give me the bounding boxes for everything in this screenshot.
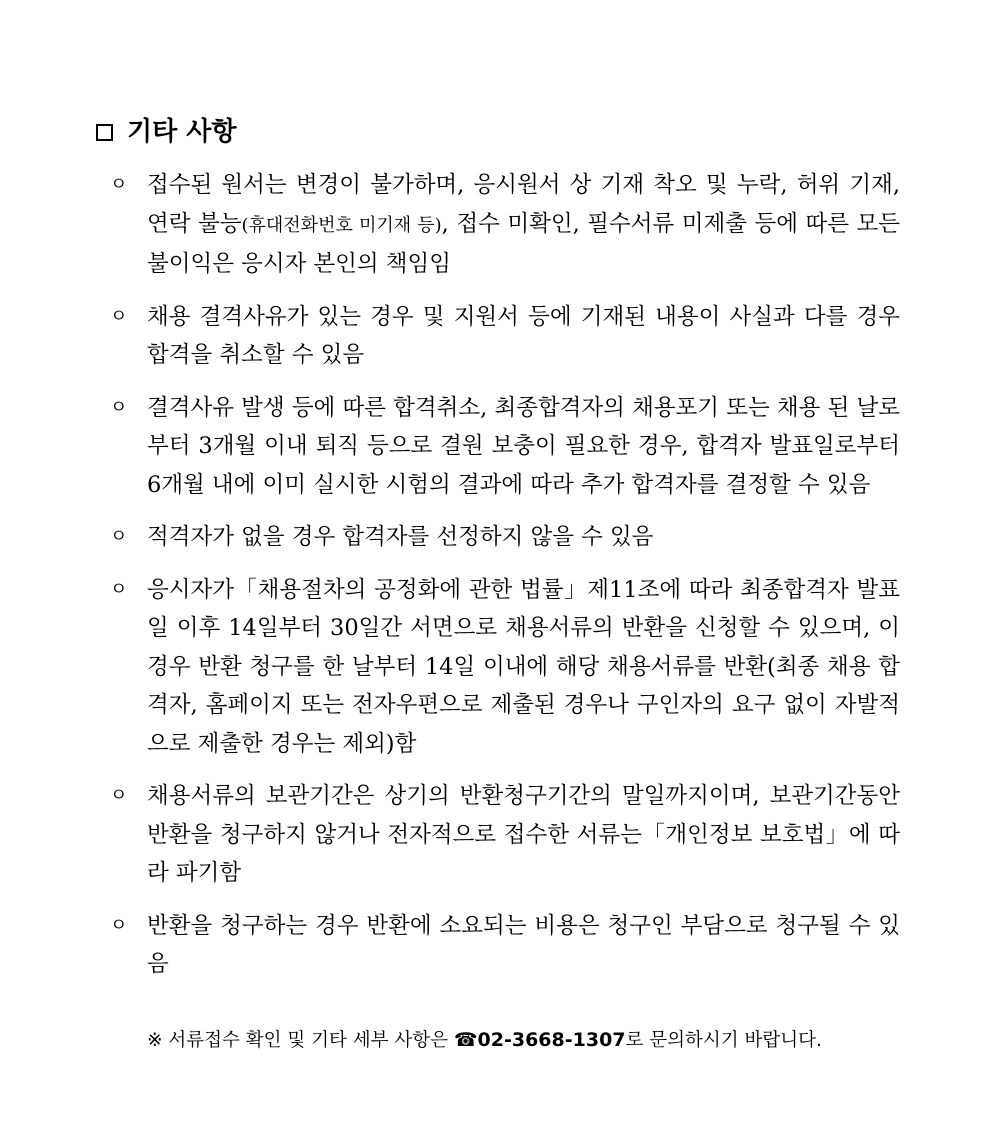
list-item bbox=[110, 907, 900, 984]
phone-number: ☎02-3668-1307 bbox=[453, 1029, 626, 1051]
note-prefix: ※ 서류접수 확인 및 기타 세부 사항은 bbox=[147, 1030, 454, 1051]
list-item bbox=[110, 777, 900, 893]
bullet-circle-icon: ㅇ bbox=[110, 914, 128, 936]
square-box-icon bbox=[96, 124, 113, 141]
list-item bbox=[110, 389, 900, 505]
contact-note bbox=[147, 1022, 897, 1059]
section-title bbox=[96, 112, 237, 152]
bullet-circle-icon: ㅇ bbox=[110, 785, 128, 806]
bullet-circle-icon: ㅇ bbox=[110, 578, 128, 600]
section-title-text: 기타 사항 bbox=[127, 117, 237, 147]
list-item bbox=[110, 166, 900, 284]
list-item-text: 결격사유 발생 등에 따른 합격취소, 최종합격자의 채용포기 또는 채용 된 날로부터 3개월 이내 퇴직 등으로 결원 보충이 필요한 경우, 합격자 발표일로부터 6개월 내에 이미 실시한 시험의 결과에 따라 추가 합격자를 결정할 수 있음 bbox=[147, 394, 900, 498]
list-item bbox=[110, 571, 900, 764]
bullet-circle-icon: ㅇ bbox=[110, 305, 128, 327]
bullet-circle-icon: ㅇ bbox=[110, 526, 128, 547]
list-item-text: 접수된 원서는 변경이 불가하며, 응시원서 상 기재 착오 및 누락, 허위 기재, 연락 불능 bbox=[147, 172, 900, 237]
list-item-text: 응시자가「채용절차의 공정화에 관한 법률」제11조에 따라 최종합격자 발표일 이후 14일부터 30일간 서면으로 채용서류의 반환을 신청할 수 있으며, 이 경우 반환 청구를 한 날부터 14일 이내에 해당 채용서류를 반환(최종 채용 합격자, 홈페이지 또는 전자우편으로 제출된 경우나 구인자의 요구 없이 자발적으로 제출한 경우는 제외)함 bbox=[147, 576, 900, 757]
note-suffix: 로 문의하시기 바랍니다. bbox=[625, 1030, 822, 1051]
list-item-text: 적격자가 없을 경우 합격자를 선정하지 않을 수 있음 bbox=[147, 524, 654, 550]
list-item-text: 채용서류의 보관기간은 상기의 반환청구기간의 말일까지이며, 보관기간동안 반환을 청구하지 않거나 전자적으로 접수한 서류는「개인정보 보호법」에 따라 파기함 bbox=[147, 783, 900, 886]
notice-list bbox=[110, 166, 900, 998]
bullet-circle-icon: ㅇ bbox=[110, 396, 128, 418]
bullet-circle-icon: ㅇ bbox=[110, 174, 128, 195]
list-item-text: 반환을 청구하는 경우 반환에 소요되는 비용은 청구인 부담으로 청구될 수 있음 bbox=[147, 912, 900, 977]
list-item-small-text: (휴대전화번호 미기재 등) bbox=[241, 214, 442, 236]
list-item bbox=[110, 298, 900, 375]
list-item-text-cont: , 접수 미확인, 필수서류 미제출 등에 따른 모든 불이익은 응시자 본인의 책임임 bbox=[147, 210, 901, 277]
list-item-text: 채용 결격사유가 있는 경우 및 지원서 등에 기재된 내용이 사실과 다를 경우 합격을 취소할 수 있음 bbox=[147, 303, 900, 368]
list-item bbox=[110, 518, 900, 557]
